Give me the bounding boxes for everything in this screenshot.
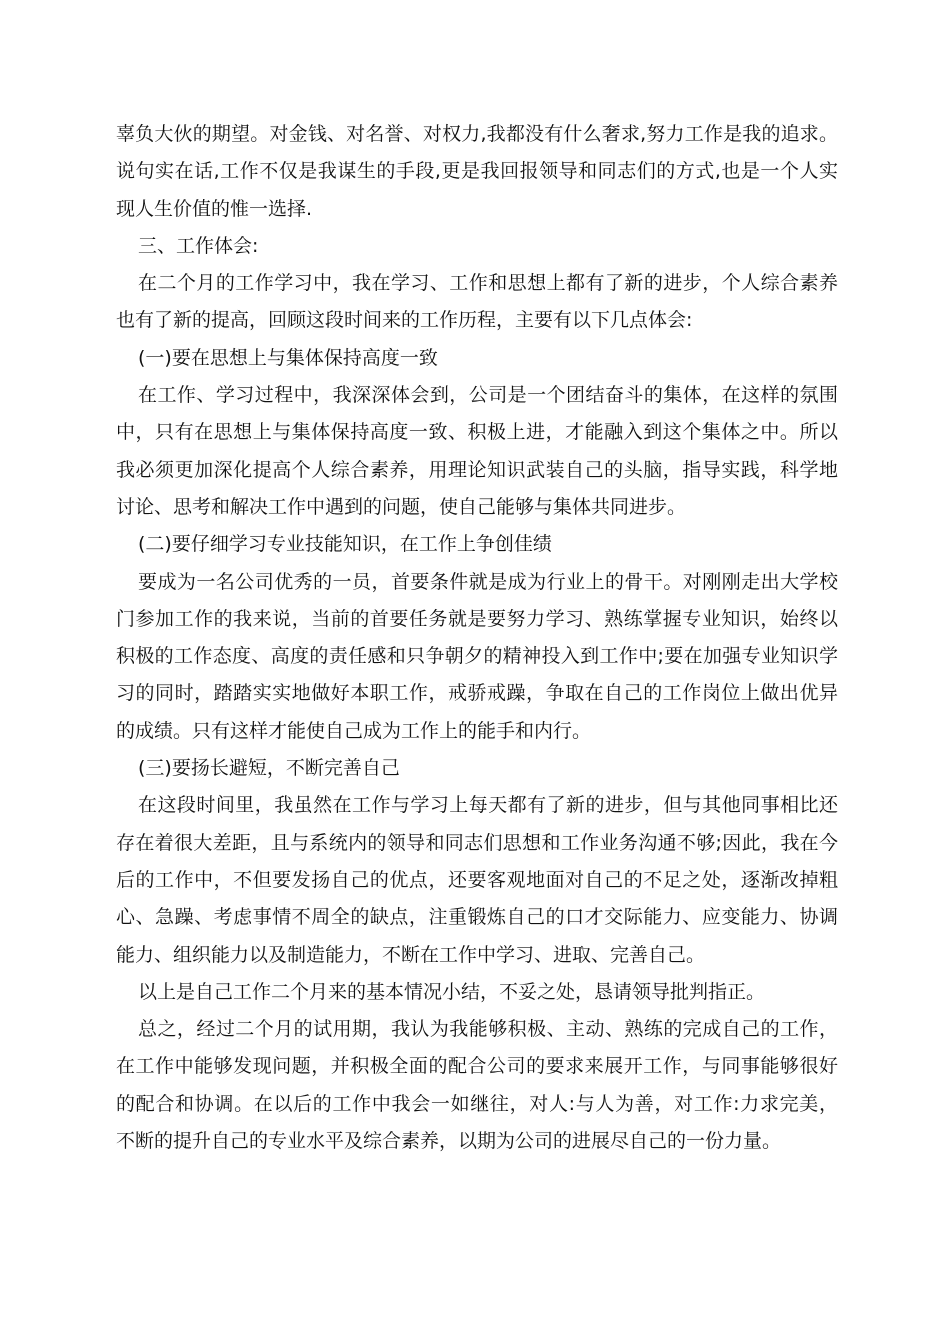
document-body [116,116,838,1160]
text-line: 存在着很大差距，且与系统内的领导和同志们思想和工作业务沟通不够;因此，我在今 [116,831,838,854]
text-line: 习的同时，踏踏实实地做好本职工作，戒骄戒躁，争取在自己的工作岗位上做出优异 [116,682,838,705]
text-line: 心、急躁、考虑事情不周全的缺点，注重锻炼自己的口才交际能力、应变能力、协调 [116,906,838,929]
text-line: 在二个月的工作学习中，我在学习、工作和思想上都有了新的进步，个人综合素养 [138,272,838,295]
text-line: 中，只有在思想上与集体保持高度一致、积极上进，才能融入到这个集体之中。所以 [116,421,838,444]
text-line: 总之，经过二个月的试用期，我认为我能够积极、主动、熟练的完成自己的工作， [138,1018,838,1041]
subsection-heading: (二)要仔细学习专业技能知识，在工作上争创佳绩 [138,533,552,556]
text-line: 我必须更加深化提高个人综合素养，用理论知识武装自己的头脑，指导实践，科学地 [116,458,838,481]
subsection-heading: (三)要扬长避短，不断完善自己 [138,757,400,780]
text-line: 在这段时间里，我虽然在工作与学习上每天都有了新的进步，但与其他同事相比还 [138,794,838,817]
text-line: 在工作、学习过程中，我深深体会到，公司是一个团结奋斗的集体，在这样的氛围 [138,384,838,407]
text-line: 讨论、思考和解决工作中遇到的问题，使自己能够与集体共同进步。 [116,495,687,518]
text-line: 能力、组织能力以及制造能力，不断在工作中学习、进取、完善自己。 [116,943,706,966]
subsection-heading: (一)要在思想上与集体保持高度一致 [138,346,438,369]
text-line: 不断的提升自己的专业水平及综合素养，以期为公司的进展尽自己的一份力量。 [116,1130,782,1153]
text-line: 门参加工作的我来说，当前的首要任务就是要努力学习、熟练掌握专业知识，始终以 [116,607,838,630]
text-line: 说句实在话,工作不仅是我谋生的手段,更是我回报领导和同志们的方式,也是一个人实 [116,160,838,183]
text-line: 后的工作中，不但要发扬自己的优点，还要客观地面对自己的不足之处，逐渐改掉粗 [116,868,838,891]
text-line: 现人生价值的惟一选择. [116,197,313,220]
text-line: 积极的工作态度、高度的责任感和只争朝夕的精神投入到工作中;要在加强专业知识学 [116,645,838,668]
section-heading: 三、工作体会: [138,234,259,257]
text-line: 辜负大伙的期望。对金钱、对名誉、对权力,我都没有什么奢求,努力工作是我的追求。 [116,123,838,145]
text-line: 也有了新的提高，回顾这段时间来的工作历程，主要有以下几点体会: [116,309,693,332]
text-line: 要成为一名公司优秀的一员，首要条件就是成为行业上的骨干。对刚刚走出大学校 [138,570,838,593]
text-line: 在工作中能够发现问题，并积极全面的配合公司的要求来展开工作，与同事能够很好 [116,1055,838,1078]
text-line: 的配合和协调。在以后的工作中我会一如继往，对人:与人为善，对工作:力求完美， [116,1092,838,1115]
text-line: 的成绩。只有这样才能使自己成为工作上的能手和内行。 [116,719,592,742]
text-line: 以上是自己工作二个月来的基本情况小结，不妥之处，恳请领导批判指正。 [138,980,766,1003]
